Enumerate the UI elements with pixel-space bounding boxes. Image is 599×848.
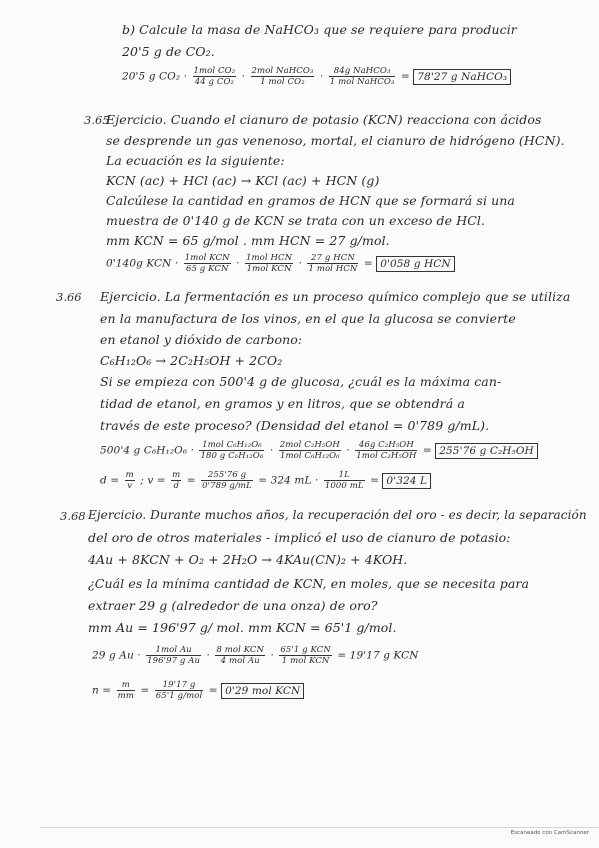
ex368-line-4: extraer 29 g (alrededor de una onza) de oro? [88,598,378,613]
ex368-line-1: Ejercicio. Durante muchos años, la recuperación del oro - es decir, la separación [88,508,587,522]
part-b-line-2: 20'5 g de CO₂. [122,44,215,59]
ex365-calculation: 0'140g KCN · $\frac{\text{1mol KCN}}{\text{65 g KCN}}$ · $\frac{\text{1mol HCN}}{\text{1mol KCN}}$ · $\frac{\text{27 g HCN}}{\text{1 mol HCN}}$ = 0'058 g HCN [106,253,455,274]
part-b-line-1: b) Calcule la masa de NaHCO₃ que se requiere para producir [122,22,517,37]
ex365-line-4: Calcúlese la cantidad en gramos de HCN que se formará si una [106,193,515,208]
ex368-result: 0'29 mol KCN [221,683,304,699]
part-b-result: 78'27 g NaHCO₃ [413,69,511,85]
ex365-line-3: La ecuación es la siguiente: [106,153,285,168]
ex365-line-6: mm KCN = 65 g/mol . mm HCN = 27 g/mol. [106,233,390,248]
ex366-equation: C₆H₁₂O₆ → 2C₂H₅OH + 2CO₂ [100,353,283,368]
ex368-line-5: mm Au = 196'97 g/ mol. mm KCN = 65'1 g/mol. [88,620,397,635]
ex368-line-2: del oro de otros materiales - implicó el uso de cianuro de potasio: [88,530,511,545]
ex368-line-3: ¿Cuál es la mínima cantidad de KCN, en moles, que se necesita para [88,576,530,591]
ex366-line-1: Ejercicio. La fermentación es un proceso químico complejo que se utiliza [100,289,571,304]
ex365-result: 0'058 g HCN [376,256,454,272]
ex366-line-4: Si se empieza con 500'4 g de glucosa, ¿cuál es la máxima can- [100,374,502,389]
ex365-line-5: muestra de 0'140 g de KCN se trata con un exceso de HCl. [106,213,486,228]
part-b-calculation: 20'5 g CO₂ · $\frac{\text{1mol CO₂}}{\text{44 g CO₂}}$ · $\frac{\text{2mol NaHCO₃}}{\text{1 mol CO₂}}$ · $\frac{\text{84g NaHCO₃}}{\text{1 mol NaHCO₃}}$ = 78'27 g NaHCO₃ [122,66,511,87]
ex368-equation: 4Au + 8KCN + O₂ + 2H₂O → 4KAu(CN)₂ + 4KOH. [88,552,408,567]
ex366-line-3: en etanol y dióxido de carbono: [100,332,303,347]
exercise-number-3-66: 3.66 [56,290,82,304]
ex368-calculation: 29 g Au · $\frac{\text{1mol Au}}{\text{196'97 g Au}}$ · $\frac{\text{8 mol KCN}}{\text{4 mol Au}}$ · $\frac{\text{65'1 g KCN}}{\text{1 mol KCN}}$ = 19'17 g KCN [92,645,419,666]
exercise-number-3-68: 3.68 [60,509,86,523]
ex368-moles-calculation: n = $\frac{m}{mm}$ = $\frac{19'17 g}{\text{65'1 g/mol}}$ = 0'29 mol KCN [92,680,304,701]
scanner-watermark: Escaneado con CamScanner [510,830,589,836]
ex366-line-6: través de este proceso? (Densidad del etanol = 0'789 g/mL). [100,418,490,433]
ex366-line-5: tidad de etanol, en gramos y en litros, que se obtendrá a [100,396,465,411]
ex366-result-volume: 0'324 L [382,473,431,489]
ex366-volume-calculation: d = $\frac{m}{v}$ ; v = $\frac{m}{d}$ = $\frac{255'76 g}{0'789 g/mL}$ = 324 mL · $\frac{1L}{1000 mL}$ = 0'324 L [100,470,431,491]
exercise-number-3-65: 3.65 [84,113,110,127]
ex365-equation: KCN (ac) + HCl (ac) → KCl (ac) + HCN (g) [106,173,380,188]
page-bottom-edge [40,827,599,828]
ex365-line-2: se desprende un gas venenoso, mortal, el cianuro de hidrógeno (HCN). [106,133,565,148]
ex366-calculation: 500'4 g C₆H₁₂O₆ · $\frac{\text{1mol C₆H₁₂O₆}}{\text{180 g C₆H₁₂O₆}}$ · $\frac{\text{2mol C₂H₅OH}}{\text{1mol C₆H₁₂O₆}}$ · $\frac{\text{46g C₂H₅OH}}{\text{1mol C₂H₅OH}}$ = 255'76 g C₂H₅OH [100,440,538,461]
ex366-line-2: en la manufactura de los vinos, en el que la glucosa se convierte [100,311,516,326]
ex365-line-1: Ejercicio. Cuando el cianuro de potasio (KCN) reacciona con ácidos [106,112,542,127]
ex366-result-mass: 255'76 g C₂H₅OH [435,443,538,459]
